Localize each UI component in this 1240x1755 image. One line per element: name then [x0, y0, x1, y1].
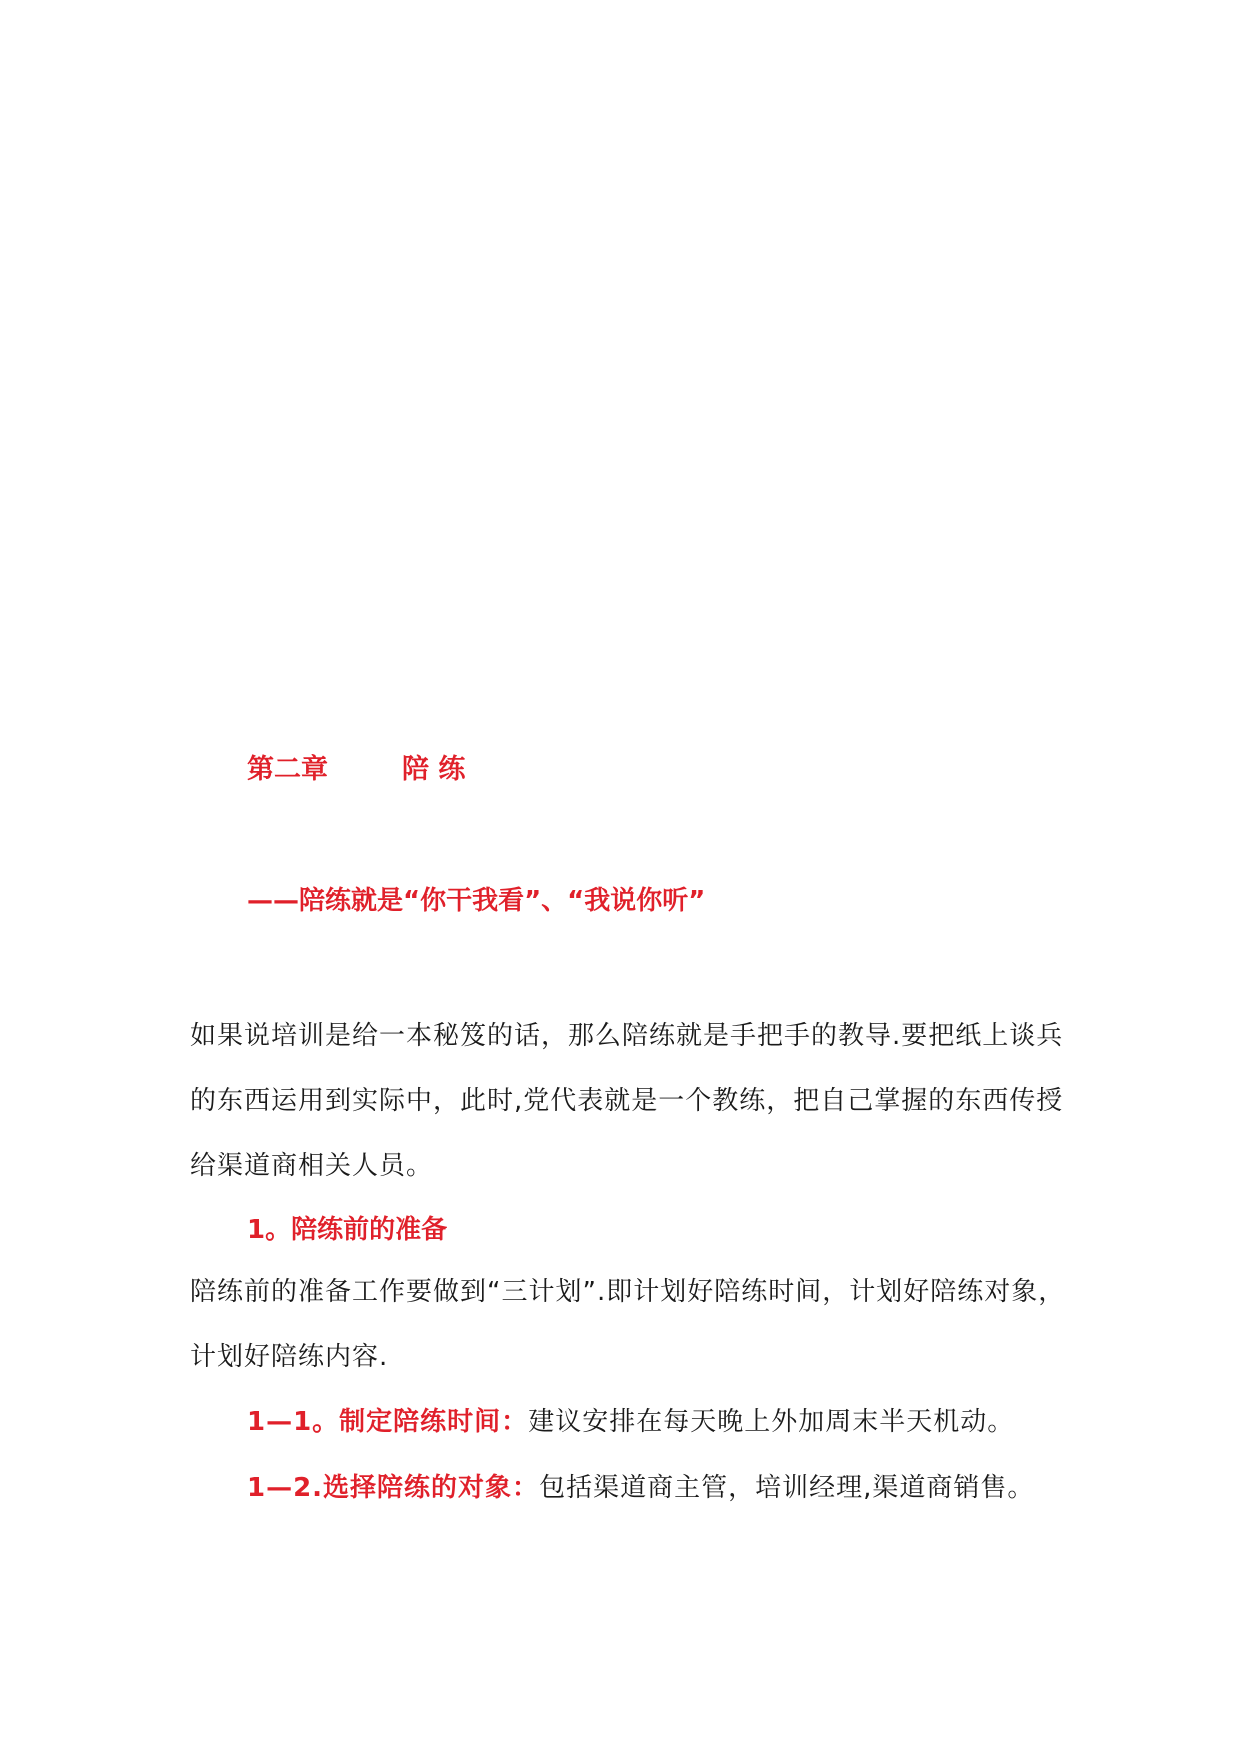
chapter-heading	[247, 752, 465, 788]
list-item	[247, 1402, 1014, 1442]
item-label: 1—1。制定陪练时间：	[247, 1407, 529, 1437]
item-text: 包括渠道商主管，培训经理,渠道商销售。	[539, 1473, 1035, 1503]
list-item	[247, 1468, 1034, 1508]
intro-paragraph: 如果说培训是给一本秘笈的话，那么陪练就是手把手的教导.要把纸上谈兵的东西运用到实际中，此时,党代表就是一个教练，把自己掌握的东西传授给渠道商相关人员。	[190, 1021, 1064, 1181]
item-label: 1—2.选择陪练的对象：	[247, 1473, 540, 1503]
chapter-subtitle: ——陪练就是“你干我看”、“我说你听”	[247, 886, 706, 916]
item-text: 建议安排在每天晚上外加周末半天机动。	[528, 1407, 1015, 1437]
section-heading-1: 1。陪练前的准备	[247, 1215, 448, 1245]
chapter-title: 陪 练	[402, 754, 466, 785]
section-paragraph-1: 陪练前的准备工作要做到“三计划”.即计划好陪练时间，计划好陪练对象，计划好陪练内容.	[190, 1277, 1066, 1372]
chapter-number: 第二章	[247, 754, 328, 785]
